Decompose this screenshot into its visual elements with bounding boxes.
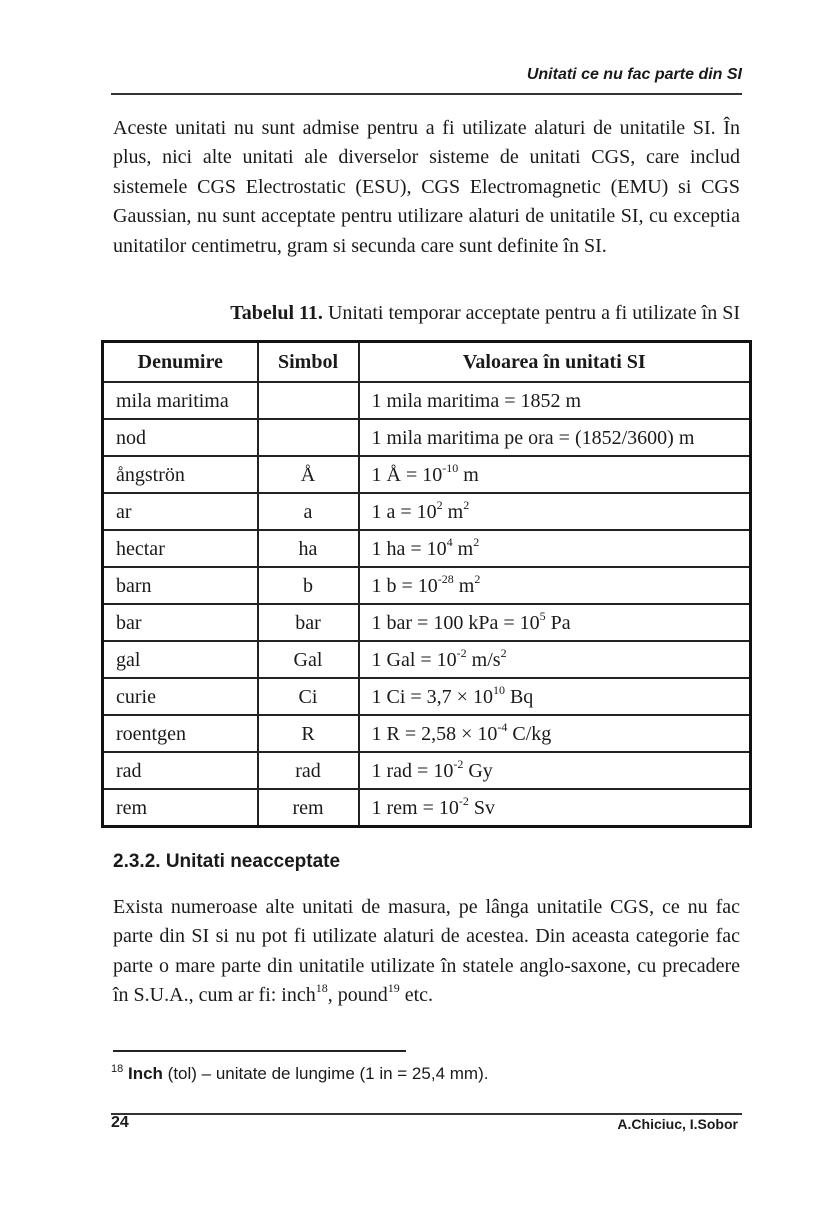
value-text: C/kg [507,722,552,745]
footnote-rule [113,1050,406,1052]
value-text: 1 rad = 10 [371,759,454,782]
value-text: 1 a = 10 [371,500,437,523]
footnote [111,1064,488,1084]
value-text: 1 mila maritima pe ora = (1852/3600) m [371,426,695,449]
exponent: -2 [456,645,467,660]
table-row [103,641,751,678]
unit-name-cell: nod [103,419,258,456]
value-text: m [442,500,464,523]
footnote-text: (tol) – unitate de lungime (1 in = 25,4 mm). [162,1064,489,1083]
running-header: Unitati ce nu fac parte din SI [526,66,742,83]
table-row [103,715,751,752]
units-table [101,340,752,828]
unit-value-cell [359,567,751,604]
exponent: -2 [453,756,464,771]
unit-symbol-cell: Gal [258,641,359,678]
value-text: 1 rem = 10 [371,796,459,819]
column-header-value: Valoarea în unitati SI [359,342,751,383]
table-body [103,382,751,827]
table-row [103,752,751,789]
unit-name-cell: barn [103,567,258,604]
table-row [103,604,751,641]
unit-symbol-cell [258,382,359,419]
value-text: 1 R = 2,58 × 10 [371,722,498,745]
table-row [103,456,751,493]
unit-value-cell [359,493,751,530]
table-caption [113,302,740,325]
value-text: m [458,463,479,486]
value-text: Pa [545,611,571,634]
section-paragraph-text: Exista numeroase alte unitati de masura, pe lânga unitatile CGS, ce nu fac parte din SI si nu pot fi utilizate alaturi de acestea. Din aceasta categorie fac parte o mare parte din unitatile utilizate în statele anglo-saxone, cu precadere în S.U.A., cum ar fi: inch [113,896,740,1007]
unit-symbol-cell: Å [258,456,359,493]
section-paragraph-text: , pound [327,984,388,1007]
unit-value-cell [359,715,751,752]
value-text: 1 bar = 100 kPa = 10 [371,611,540,634]
unit-symbol-cell: ha [258,530,359,567]
unit-name-cell: curie [103,678,258,715]
unit-value-cell [359,419,751,456]
value-text: 1 mila maritima = 1852 m [371,389,582,412]
unit-name-cell: roentgen [103,715,258,752]
unit-value-cell [359,752,751,789]
section-paragraph-text: etc. [399,984,434,1007]
section-paragraph [113,893,740,1011]
unit-name-cell: mila maritima [103,382,258,419]
unit-value-cell [359,641,751,678]
unit-name-cell: ångströn [103,456,258,493]
unit-symbol-cell: rad [258,752,359,789]
table-row [103,382,751,419]
unit-name-cell: rad [103,752,258,789]
exponent: -10 [442,460,459,475]
unit-name-cell: bar [103,604,258,641]
value-text: 1 Gal = 10 [371,648,457,671]
unit-value-cell [359,530,751,567]
unit-symbol-cell: b [258,567,359,604]
value-text: 1 Å = 10 [371,463,443,486]
table-row [103,493,751,530]
unit-name-cell: gal [103,641,258,678]
table-row [103,678,751,715]
table-row [103,530,751,567]
header-rule [111,93,742,95]
unit-symbol-cell: R [258,715,359,752]
unit-value-cell [359,678,751,715]
unit-name-cell: ar [103,493,258,530]
column-header-symbol: Simbol [258,342,359,383]
unit-value-cell [359,604,751,641]
table-caption-label: Tabelul 11. [230,302,323,324]
exponent: 5 [539,608,546,623]
table-row [103,789,751,827]
value-text: Bq [504,685,534,708]
unit-value-cell [359,456,751,493]
unit-name-cell: hectar [103,530,258,567]
exponent: 2 [500,645,507,660]
unit-symbol-cell: bar [258,604,359,641]
column-header-name: Denumire [103,342,258,383]
exponent: 2 [474,571,481,586]
value-text: m/s [466,648,501,671]
footnote-number: 18 [111,1063,124,1075]
footnote-term: Inch [127,1064,163,1083]
exponent: -4 [497,719,508,734]
unit-symbol-cell: a [258,493,359,530]
value-text: 1 b = 10 [371,574,438,597]
section-heading: 2.3.2. Unitati neacceptate [113,851,341,872]
unit-value-cell [359,789,751,827]
footer-rule [111,1113,742,1115]
exponent: 10 [492,682,505,697]
exponent: -28 [437,571,454,586]
value-text: 1 ha = 10 [371,537,447,560]
unit-symbol-cell [258,419,359,456]
value-text: Gy [463,759,493,782]
table-row [103,567,751,604]
value-text: Sv [468,796,495,819]
exponent: 2 [436,497,443,512]
table-header-row [103,342,751,383]
footer-authors: A.Chiciuc, I.Sobor [617,1116,738,1132]
unit-symbol-cell: rem [258,789,359,827]
table-row [103,419,751,456]
table-caption-text: Unitati temporar acceptate pentru a fi utilizate în SI [322,302,740,324]
unit-name-cell: rem [103,789,258,827]
footnote-ref[interactable]: 18 [315,981,328,996]
unit-symbol-cell: Ci [258,678,359,715]
footnote-ref[interactable]: 19 [387,981,400,996]
intro-paragraph: Aceste unitati nu sunt admise pentru a fi utilizate alaturi de unitatile SI. În plus, nici alte unitati ale diverselor sisteme de unitati CGS, care includ sistemele CGS Electrostatic (ESU), CGS Electromagnetic (EMU) si CGS Gaussian, nu sunt acceptate pentru utilizare alaturi de unitatile SI, cu exceptia unitatilor centimetru, gram si secunda care sunt definite în SI. [113,117,740,257]
value-text: 1 Ci = 3,7 × 10 [371,685,493,708]
exponent: -2 [458,793,469,808]
page-number: 24 [111,1114,129,1131]
value-text: m [453,574,475,597]
exponent: 2 [473,534,480,549]
exponent: 4 [446,534,453,549]
value-text: m [452,537,474,560]
exponent: 2 [463,497,470,512]
unit-value-cell [359,382,751,419]
